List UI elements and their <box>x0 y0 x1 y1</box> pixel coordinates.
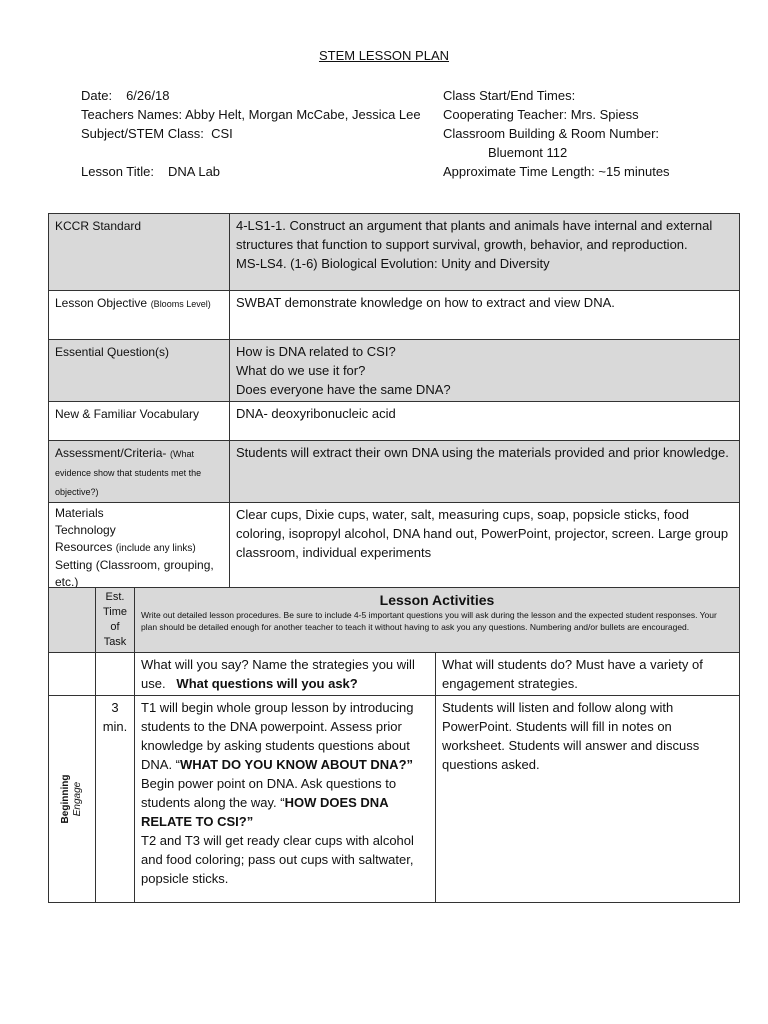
activities-instructions: Write out detailed lesson procedures. Be sure to include 4-5 important questions you will ask during the lesson and the expected student responses. Your plan should be detailed enough for another teacher to teach it without having to ask you any questions. Numbering and/or bullets are encouraged. <box>141 610 717 632</box>
time-length-label: Approximate Time Length: <box>443 164 595 179</box>
student-actions: Students will listen and follow along with PowerPoint. Students will fill in notes on worksheet. Students will answer and discuss questions asked. <box>436 696 740 903</box>
objective-note: (Blooms Level) <box>150 299 211 309</box>
teacher-question-1: WHAT DO YOU KNOW ABOUT DNA?” <box>180 757 414 772</box>
teacher-column-header-a: What will you say? Name the strategies you will use. <box>141 657 415 691</box>
kccr-standard-2: MS-LS4. (1-6) Biological Evolution: Unity and Diversity <box>236 256 550 271</box>
teacher-column-header-b: What questions will you ask? <box>176 676 358 691</box>
teacher-text-3: T2 and T3 will get ready clear cups with alcohol and food coloring; pass out cups with saltwater, popsicle sticks. <box>141 833 414 886</box>
subject-row <box>81 124 441 143</box>
assessment-row <box>49 441 740 503</box>
class-times-row <box>443 86 743 105</box>
date-label: Date: <box>81 88 113 103</box>
room-label: Classroom Building & Room Number: <box>443 126 660 141</box>
essential-question-2: What do we use it for? <box>236 363 366 378</box>
kccr-standard-1: 4-LS1-1. Construct an argument that plants and animals have internal and external structures that function to support survival, growth, behavior, and reproduction. <box>236 218 713 252</box>
document-title: STEM LESSON PLAN <box>318 48 450 63</box>
teacher-question-2: HOW DOES DNA RELATE TO CSI?” <box>141 795 389 829</box>
kccr-label-cell <box>49 214 230 291</box>
coop-teacher-value: Mrs. Spiess <box>570 107 639 122</box>
activities-columns-row <box>49 653 740 696</box>
teachers-value: Abby Helt, Morgan McCabe, Jessica Lee <box>185 107 421 122</box>
assess-note: (What evidence show that students met the objective?) <box>55 449 202 497</box>
lesson-title-value: DNA Lab <box>168 164 221 179</box>
est-time-header: Est. Time of Task <box>96 588 135 653</box>
materials-row <box>49 503 740 594</box>
resources-note: (include any links) <box>115 543 196 554</box>
objective-label: Lesson Objective <box>55 296 148 310</box>
eq-label: Essential Question(s) <box>55 345 170 359</box>
phase-name: Beginning <box>60 774 71 824</box>
header-right <box>443 86 743 181</box>
phase-header-cell <box>49 588 96 653</box>
kccr-value-cell <box>230 214 740 291</box>
eq-label-cell <box>49 340 230 402</box>
materials-label-cell <box>49 503 230 594</box>
class-times-label: Class Start/End Times: <box>443 88 576 103</box>
teacher-text-2: Begin power point on DNA. Ask questions to students along the way. “ <box>141 776 397 810</box>
materials-value: Clear cups, Dixie cups, water, salt, measuring cups, soap, popsicle sticks, food coloring, isopropyl alcohol, DNA hand out, PowerPoint, projector, screen. Large group classroom, individual experiments <box>230 503 740 594</box>
essential-questions-row <box>49 340 740 402</box>
objective-value: SWBAT demonstrate knowledge on how to extract and view DNA. <box>230 291 740 340</box>
columns-blank-2 <box>96 653 135 696</box>
eq-value-cell <box>230 340 740 402</box>
assess-label-cell <box>49 441 230 503</box>
technology-label: Technology <box>55 523 116 537</box>
setting-label: Setting (Classroom, grouping, etc.) <box>55 558 214 589</box>
materials-label: Materials <box>55 506 104 520</box>
lesson-activities-table <box>48 587 740 903</box>
kccr-label: KCCR Standard <box>55 219 142 233</box>
resources-label: Resources <box>55 540 113 554</box>
coop-teacher-row <box>443 105 743 124</box>
teachers-label: Teachers Names: <box>81 107 183 122</box>
est-time-value: 3 min. <box>96 696 135 903</box>
essential-question-1: How is DNA related to CSI? <box>236 344 396 359</box>
resources-label-line <box>55 539 223 557</box>
vocabulary-row <box>49 402 740 441</box>
vocab-label: New & Familiar Vocabulary <box>55 407 200 421</box>
activities-title-cell <box>135 588 740 653</box>
subject-value: CSI <box>211 126 233 141</box>
assess-value: Students will extract their own DNA using the materials provided and prior knowledge. <box>230 441 740 503</box>
phase-cell <box>49 696 96 903</box>
coop-teacher-label: Cooperating Teacher: <box>443 107 568 122</box>
lesson-title-label: Lesson Title: <box>81 164 154 179</box>
essential-question-3: Does everyone have the same DNA? <box>236 382 451 397</box>
vocab-label-cell <box>49 402 230 441</box>
phase-sub: Engage <box>72 781 83 817</box>
room-row <box>443 124 743 143</box>
lesson-title-row <box>81 162 441 181</box>
time-length-value: ~15 minutes <box>598 164 670 179</box>
standards-table <box>48 213 740 594</box>
header-left <box>81 86 441 181</box>
subject-label: Subject/STEM Class: <box>81 126 204 141</box>
room-value: Bluemont 112 <box>488 145 568 160</box>
teacher-column-header <box>135 653 436 696</box>
objective-label-cell <box>49 291 230 340</box>
teachers-row <box>81 105 441 124</box>
activities-header-row <box>49 588 740 653</box>
date-row <box>81 86 441 105</box>
vocab-value: DNA- deoxyribonucleic acid <box>230 402 740 441</box>
date-value: 6/26/18 <box>126 88 170 103</box>
objective-row <box>49 291 740 340</box>
columns-blank-1 <box>49 653 96 696</box>
phase-label <box>60 775 84 824</box>
beginning-engage-row <box>49 696 740 903</box>
assess-label: Assessment/Criteria- <box>55 446 167 460</box>
activities-title: Lesson Activities <box>379 592 495 608</box>
time-length-row <box>443 162 743 181</box>
student-column-header: What will students do? Must have a variety of engagement strategies. <box>436 653 740 696</box>
kccr-row <box>49 214 740 291</box>
teacher-text-1: T1 will begin whole group lesson by introducing students to the DNA powerpoint. Assess prior knowledge by asking students questions about DNA. “ <box>141 700 414 772</box>
teacher-actions <box>135 696 436 903</box>
